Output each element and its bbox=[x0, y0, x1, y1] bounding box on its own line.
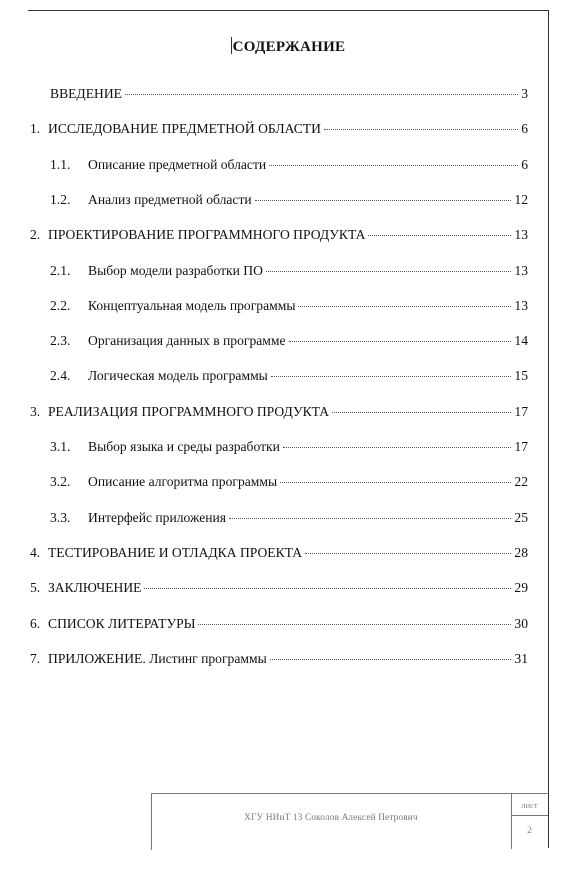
toc-entry-number: 1.1. bbox=[50, 156, 71, 172]
toc-entry-page-number: 17 bbox=[514, 439, 528, 454]
toc-entry-leader-dots bbox=[270, 659, 512, 660]
toc-entry-number: 3.3. bbox=[50, 509, 71, 525]
toc-entry-page-number: 14 bbox=[514, 333, 528, 349]
toc-heading-text: СОДЕРЖАНИЕ bbox=[232, 39, 346, 55]
toc-entry-title: ВВЕДЕНИЕ bbox=[50, 86, 122, 101]
stamp-author-text: ХГУ НИиТ 13 Соколов Алексей Петрович bbox=[244, 812, 418, 822]
toc-entry[interactable] bbox=[30, 651, 528, 667]
page-border-right bbox=[548, 10, 549, 848]
toc-entry-page-number: 31 bbox=[514, 650, 528, 666]
toc-entry[interactable] bbox=[50, 368, 528, 384]
toc-entry-number: 2.3. bbox=[50, 333, 71, 349]
toc-entry-leader-dots bbox=[198, 624, 511, 625]
stamp-divider-horizontal bbox=[511, 815, 548, 816]
stamp-sheet-label: лист bbox=[521, 800, 538, 810]
toc-entry-leader-dots bbox=[305, 553, 511, 554]
toc-entry-page-number: 6 bbox=[521, 156, 528, 172]
toc-entry[interactable] bbox=[50, 192, 528, 208]
toc-entry-title: ИССЛЕДОВАНИЕ ПРЕДМЕТНОЙ ОБЛАСТИ bbox=[48, 121, 321, 137]
toc-entry-leader-dots bbox=[280, 482, 511, 483]
toc-entry-title: Описание алгоритма программы bbox=[88, 474, 278, 490]
page-border-top bbox=[28, 10, 548, 11]
toc-entry-leader-dots bbox=[283, 447, 512, 448]
toc-entry[interactable] bbox=[30, 121, 528, 137]
toc-entry-leader-dots bbox=[332, 412, 511, 413]
toc-entry[interactable] bbox=[50, 474, 528, 490]
toc-entry-page-number: 13 bbox=[514, 297, 528, 313]
toc-entry-number: 3. bbox=[30, 403, 41, 419]
toc-entry-page-number: 28 bbox=[514, 544, 528, 560]
toc-entry-page-number: 30 bbox=[514, 615, 528, 631]
toc-entry-page-number: 22 bbox=[514, 474, 528, 490]
toc-entry-number: 2.4. bbox=[50, 368, 71, 384]
toc-entry-leader-dots bbox=[144, 588, 511, 589]
toc-entry-leader-dots bbox=[269, 165, 518, 166]
toc-entry-title: Концептуальная модель программы bbox=[88, 297, 296, 313]
toc-entry-page-number: 6 bbox=[521, 121, 528, 137]
toc-entry[interactable] bbox=[30, 227, 528, 243]
toc-entry[interactable] bbox=[50, 263, 528, 279]
toc-entry-number: 6. bbox=[30, 615, 41, 631]
toc-entry-title: Анализ предметной области bbox=[88, 191, 252, 207]
toc-entry-leader-dots bbox=[271, 376, 512, 377]
toc-entry-leader-dots bbox=[125, 94, 518, 95]
toc-entry-number: 1.2. bbox=[50, 191, 71, 207]
toc-entry-title: Описание предметной области bbox=[88, 156, 267, 172]
toc-entry-title: Организация данных в программе bbox=[88, 333, 286, 349]
toc-entry-title: СПИСОК ЛИТЕРАТУРЫ bbox=[48, 615, 196, 631]
toc-entry-title: Интерфейс приложения bbox=[88, 509, 227, 525]
toc-entry-number: 3.1. bbox=[50, 439, 71, 454]
toc-entry-title: ЗАКЛЮЧЕНИЕ bbox=[48, 580, 142, 596]
toc-entry[interactable] bbox=[30, 616, 528, 632]
toc-entry-title: ПРИЛОЖЕНИЕ. Листинг программы bbox=[48, 650, 267, 666]
toc-heading bbox=[0, 37, 576, 56]
toc-entry-leader-dots bbox=[229, 518, 511, 519]
toc-entry[interactable] bbox=[30, 580, 528, 596]
toc-entry-page-number: 13 bbox=[514, 227, 528, 243]
toc-entry-title: ТЕСТИРОВАНИЕ И ОТЛАДКА ПРОЕКТА bbox=[48, 544, 303, 560]
toc-entry-page-number: 12 bbox=[514, 191, 528, 207]
toc-entry-number: 7. bbox=[30, 650, 41, 666]
toc-entry-title: Логическая модель программы bbox=[88, 368, 268, 384]
toc-entry-leader-dots bbox=[298, 306, 511, 307]
toc-entry-number: 1. bbox=[30, 121, 41, 137]
toc-entry-leader-dots bbox=[255, 200, 512, 201]
toc-entry-title: РЕАЛИЗАЦИЯ ПРОГРАММНОГО ПРОДУКТА bbox=[48, 403, 330, 419]
toc-entry-page-number: 17 bbox=[514, 403, 528, 419]
toc-entry-leader-dots bbox=[289, 341, 512, 342]
toc-entry-number: 2. bbox=[30, 227, 41, 243]
toc-entry-page-number: 29 bbox=[514, 580, 528, 596]
toc-entry[interactable] bbox=[50, 86, 528, 102]
toc-entry-page-number: 25 bbox=[514, 509, 528, 525]
toc-entry-number: 3.2. bbox=[50, 474, 71, 490]
toc-entry-page-number: 15 bbox=[514, 368, 528, 384]
toc-entry-number: 5. bbox=[30, 580, 41, 596]
toc-entry-leader-dots bbox=[324, 129, 518, 130]
toc-entry[interactable] bbox=[50, 298, 528, 314]
toc-entry[interactable] bbox=[50, 510, 528, 526]
toc-entry-title: Выбор языка и среды разработки bbox=[88, 439, 280, 454]
toc-entry[interactable] bbox=[50, 439, 528, 455]
toc-entry-number: 2.1. bbox=[50, 262, 71, 278]
text-cursor bbox=[231, 37, 232, 54]
toc-entry-title: ПРОЕКТИРОВАНИЕ ПРОГРАММНОГО ПРОДУКТА bbox=[48, 227, 366, 243]
toc-entry-title: Выбор модели разработки ПО bbox=[88, 262, 263, 278]
toc-entry[interactable] bbox=[30, 404, 528, 420]
toc-entry-number: 4. bbox=[30, 544, 41, 560]
toc-entry-leader-dots bbox=[266, 271, 511, 272]
toc-entry[interactable] bbox=[30, 545, 528, 561]
toc-entry-page-number: 13 bbox=[514, 262, 528, 278]
stamp-sheet-number: 2 bbox=[527, 826, 532, 836]
toc-entry[interactable] bbox=[50, 157, 528, 173]
toc-entry[interactable] bbox=[50, 333, 528, 349]
toc-entry-number: 2.2. bbox=[50, 297, 71, 313]
toc-entry-page-number: 3 bbox=[521, 86, 528, 101]
toc-entry-leader-dots bbox=[368, 235, 511, 236]
